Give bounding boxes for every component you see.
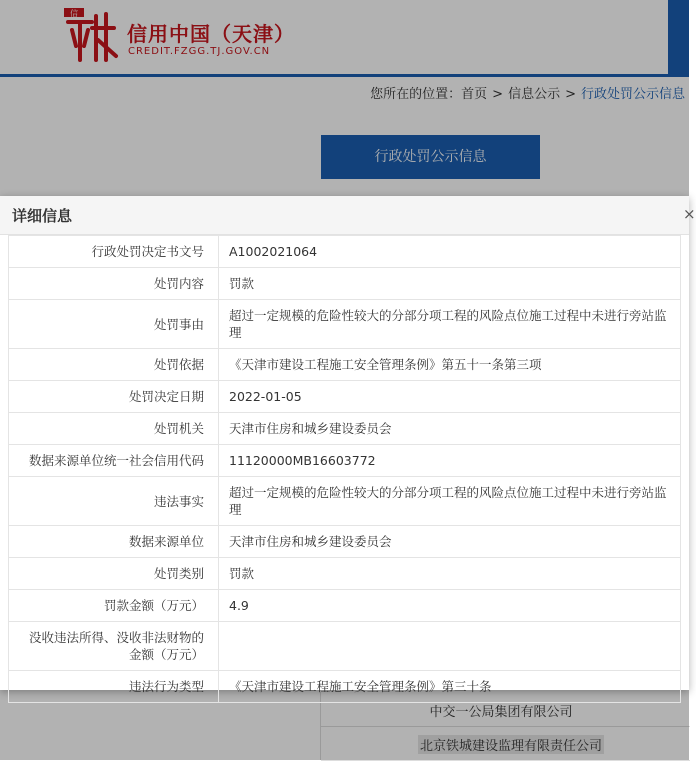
table-row <box>9 526 681 558</box>
svg-text:信: 信 <box>70 9 78 18</box>
modal-header <box>0 196 696 235</box>
detail-table <box>8 235 681 703</box>
site-title: 信用中国（天津） <box>127 22 295 46</box>
row-label: 违法事实 <box>9 477 219 526</box>
admin-penalty-button[interactable]: 行政处罚公示信息 <box>321 135 540 179</box>
breadcrumb-current[interactable]: 行政处罚公示信息 <box>580 87 685 102</box>
detail-modal <box>0 196 696 694</box>
table-row <box>9 558 681 590</box>
close-icon[interactable]: × <box>683 205 696 223</box>
breadcrumb-info[interactable]: 信息公示 <box>508 87 561 102</box>
table-row <box>9 413 681 445</box>
table-row <box>9 381 681 413</box>
row-value: 4.9 <box>219 590 681 622</box>
breadcrumb-separator: > <box>565 87 576 102</box>
row-label: 没收违法所得、没收非法财物的金额（万元） <box>9 622 219 671</box>
row-value: 超过一定规模的危险性较大的分部分项工程的风险点位施工过程中未进行旁站监理 <box>219 300 681 349</box>
table-row <box>9 300 681 349</box>
row-value: 超过一定规模的危险性较大的分部分项工程的风险点位施工过程中未进行旁站监理 <box>219 477 681 526</box>
row-label: 处罚机关 <box>9 413 219 445</box>
row-value: 天津市住房和城乡建设委员会 <box>219 526 681 558</box>
modal-title: 详细信息 <box>12 207 73 225</box>
breadcrumb-separator: > <box>492 87 504 102</box>
row-value: 罚款 <box>219 558 681 590</box>
row-label: 处罚依据 <box>9 349 219 381</box>
table-row <box>9 445 681 477</box>
site-domain: CREDIT.FZGG.TJ.GOV.CN <box>128 46 271 57</box>
table-row <box>9 590 681 622</box>
row-value: 天津市住房和城乡建设委员会 <box>219 413 681 445</box>
row-label: 处罚决定日期 <box>9 381 219 413</box>
table-row <box>9 349 681 381</box>
row-label: 处罚类别 <box>9 558 219 590</box>
row-value: 《天津市建设工程施工安全管理条例》第三十条 <box>219 671 681 703</box>
table-row <box>9 477 681 526</box>
breadcrumb-home[interactable]: 首页 <box>461 87 488 102</box>
row-label: 违法行为类型 <box>9 671 219 703</box>
company-name[interactable]: 中交一公局集团有限公司 <box>429 705 573 720</box>
row-value: 11120000MB16603772 <box>219 445 681 477</box>
row-label: 罚款金额（万元） <box>9 590 219 622</box>
row-label: 数据来源单位 <box>9 526 219 558</box>
row-label: 行政处罚决定书文号 <box>9 236 219 268</box>
row-value: 罚款 <box>219 268 681 300</box>
row-value <box>219 622 681 671</box>
breadcrumb-prefix: 您所在的位置： <box>370 87 462 102</box>
table-row <box>9 236 681 268</box>
row-label: 处罚事由 <box>9 300 219 349</box>
table-row <box>9 268 681 300</box>
table-row <box>9 622 681 671</box>
row-value: 《天津市建设工程施工安全管理条例》第五十一条第三项 <box>219 349 681 381</box>
row-value: 2022-01-05 <box>219 381 681 413</box>
row-value: A1002021064 <box>219 236 681 268</box>
company-name[interactable]: 北京铁城建设监理有限责任公司 <box>418 735 604 754</box>
row-label: 数据来源单位统一社会信用代码 <box>9 445 219 477</box>
row-label: 处罚内容 <box>9 268 219 300</box>
table-row <box>9 671 681 703</box>
